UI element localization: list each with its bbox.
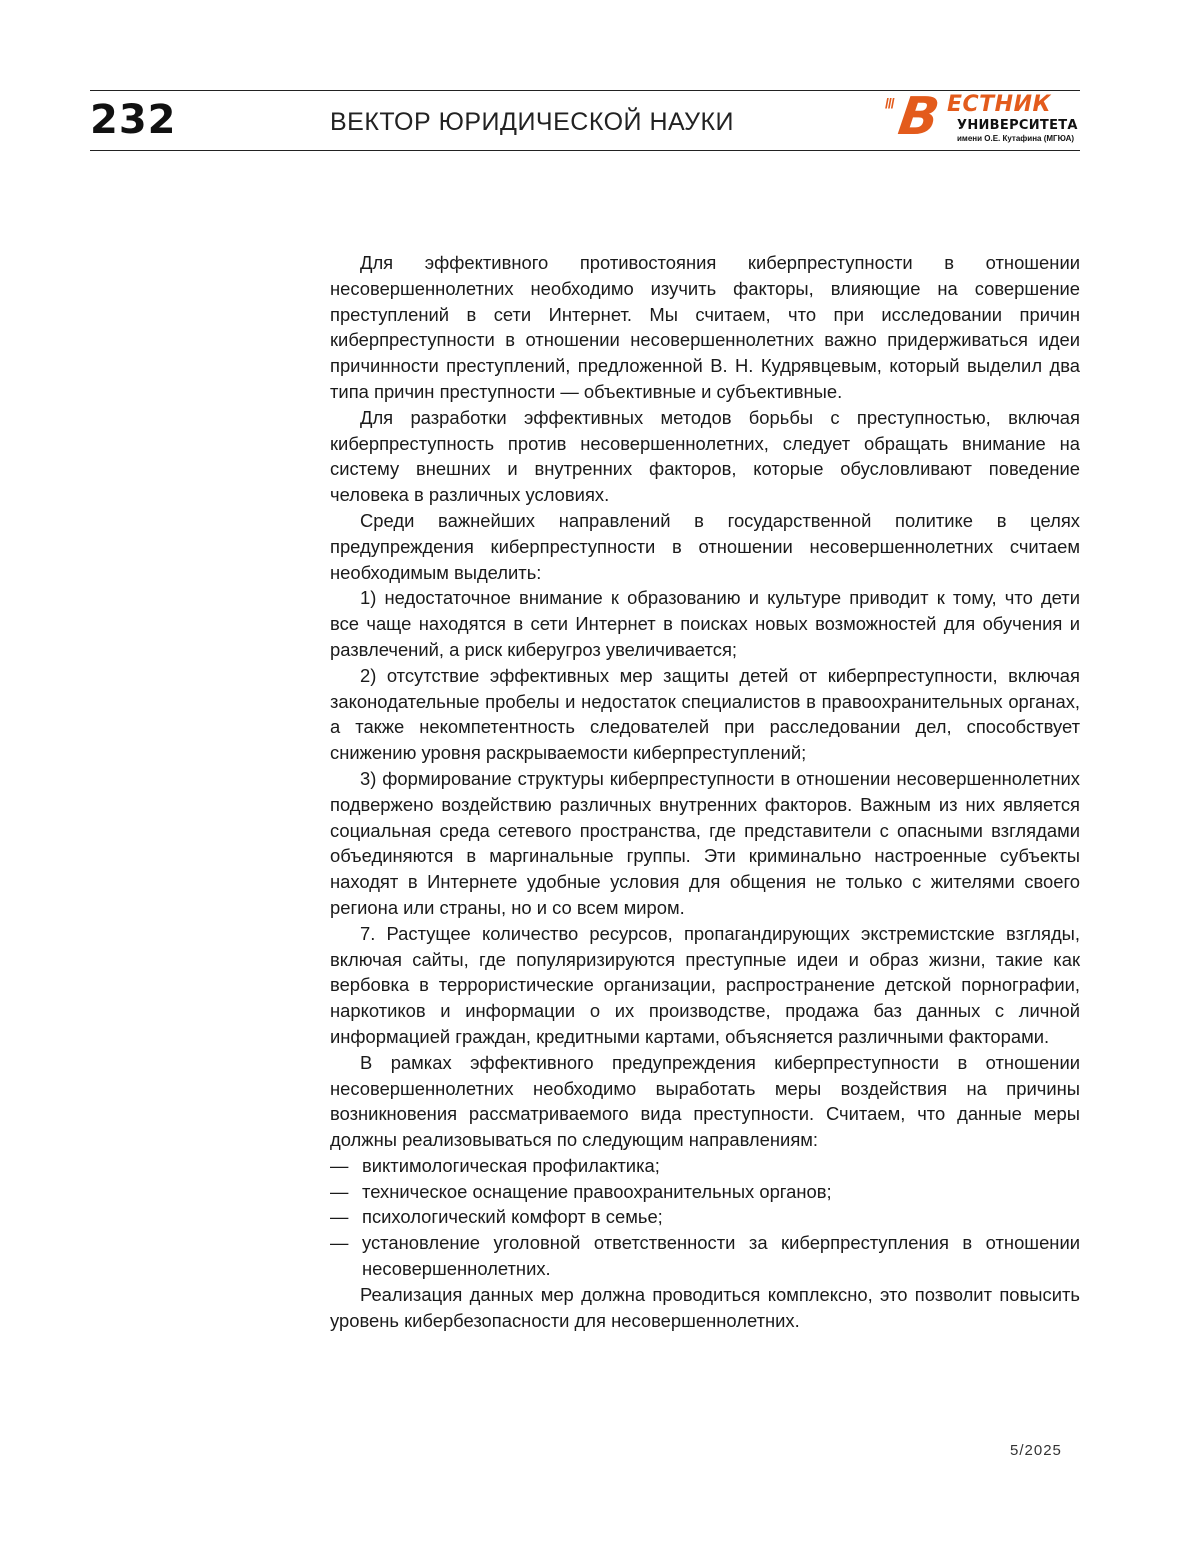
paragraph: В рамках эффективного предупреждения киберпреступности в отношении несовершеннолетних необходимо выработать меры воздействия на причины возникновения рассматриваемого вида преступности. Считаем, что данные меры должны реализовываться по следующим направлениям:	[330, 1051, 1080, 1151]
logo-caption: имени О.Е. Кутафина (МГЮА)	[957, 134, 1075, 143]
list-marker: —	[330, 1180, 349, 1202]
paragraph: Для разработки эффективных методов борьбы с преступностью, включая киберпреступность против несовершеннолетних, следует обращать внимание на систему внешних и внутренних факторов, которые обусловливают поведение человека в различных условиях.	[330, 406, 1080, 506]
paragraph: Для эффективного противостояния киберпреступности в отношении несовершеннолетних необходимо изучить факторы, влияющие на совершение преступлений в сети Интернет. Мы считаем, что при исследовании причин киберпреступности в отношении несовершеннолетних важно придерживаться идеи причинности преступлений, предложенной В. Н. Кудрявцевым, который выделил два типа причин преступности — объективные и субъективные.	[330, 252, 1080, 402]
article-body	[330, 250, 1080, 1333]
page-number: 232	[90, 97, 177, 143]
list-item-text: виктимологическая профилактика;	[362, 1154, 660, 1176]
list-item	[330, 1153, 1080, 1179]
header-bottom-rule	[90, 150, 1080, 151]
list-marker: —	[330, 1206, 349, 1228]
list-item	[330, 1179, 1080, 1205]
logo-title: ЕСТНИК	[947, 92, 1051, 117]
list-marker: —	[330, 1154, 349, 1176]
paragraph: 3) формирование структуры киберпреступности в отношении несовершеннолетних подвержено воздействию различных внутренних факторов. Важным из них является социальная среда сетевого пространства, где представители с опасными взглядами объединяются в маргинальные группы. Эти криминально настроенные субъекты находят в Интернете удобные условия для общения не только с жителями своего региона или страны, но и со всем миром.	[330, 767, 1080, 918]
paragraph: 7. Растущее количество ресурсов, пропагандирующих экстремистские взгляды, включая сайты, где популяризируются преступные идеи и образ жизни, такие как вербовка в террористические организации, распространение детской порнографии, наркотиков и информации о их производстве, продажа баз данных с личной информацией граждан, кредитными картами, объясняется различными факторами.	[330, 922, 1080, 1047]
logo-subtitle: УНИВЕРСИТЕТА	[957, 118, 1078, 133]
paragraph: 1) недостаточное внимание к образованию и культуре приводит к тому, что дети все чаще находятся в сети Интернет в поисках новых возможностей для обучения и развлечений, а риск киберугроз увеличивается;	[330, 587, 1080, 660]
list-item-text: установление уголовной ответственности за киберпреступления в отношении несовершеннолетних.	[362, 1232, 1080, 1280]
list-item	[330, 1204, 1080, 1230]
list-item-text: психологический комфорт в семье;	[362, 1206, 663, 1228]
issue-number: 5/2025	[1010, 1442, 1062, 1459]
measures-list	[330, 1153, 1080, 1282]
closing-paragraph: Реализация данных мер должна проводиться комплексно, это позволит повысить уровень кибербезопасности для несовершеннолетних.	[330, 1283, 1080, 1331]
journal-logo	[885, 87, 1080, 148]
paragraph: 2) отсутствие эффективных мер защиты детей от киберпреступности, включая законодательные пробелы и недостаток специалистов в правоохранительных органах, а также некомпетентность следователей при расследовании дел, способствует снижению уровня раскрываемости киберпреступлений;	[330, 664, 1080, 764]
logo-initial: В	[894, 87, 943, 147]
list-item	[330, 1230, 1080, 1282]
logo-stripes-icon: ///	[885, 95, 894, 111]
section-title: ВЕКТОР ЮРИДИЧЕСКОЙ НАУКИ	[330, 108, 735, 136]
list-marker: —	[330, 1232, 349, 1254]
list-item-text: техническое оснащение правоохранительных органов;	[362, 1180, 832, 1202]
paragraph: Среди важнейших направлений в государственной политике в целях предупреждения киберпреступности в отношении несовершеннолетних считаем необходимым выделить:	[330, 509, 1080, 583]
